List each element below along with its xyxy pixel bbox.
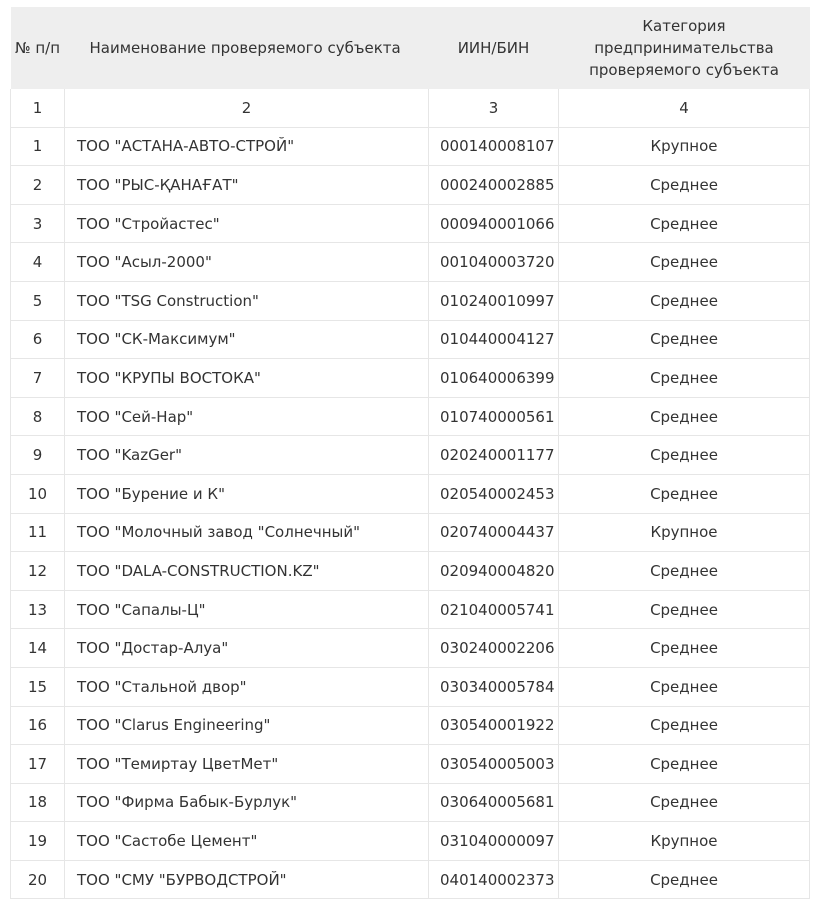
subject-name-cell: ТОО "KazGer" — [65, 436, 429, 475]
category-cell: Крупное — [559, 127, 810, 166]
header-name: Наименование проверяемого субъекта — [65, 7, 429, 89]
row-number-cell: 7 — [11, 359, 65, 398]
iin-bin-cell: 010240010997 — [429, 281, 559, 320]
index-cell: 4 — [559, 89, 810, 127]
iin-bin-cell: 000140008107 — [429, 127, 559, 166]
iin-bin-cell: 010740000561 — [429, 397, 559, 436]
row-number-cell: 17 — [11, 745, 65, 784]
category-cell: Среднее — [559, 667, 810, 706]
row-number-cell: 18 — [11, 783, 65, 822]
row-number-cell: 12 — [11, 552, 65, 591]
iin-bin-cell: 020940004820 — [429, 552, 559, 591]
iin-bin-cell: 000240002885 — [429, 166, 559, 205]
header-num: № п/п — [11, 7, 65, 89]
subject-name-cell: ТОО "Clarus Engineering" — [65, 706, 429, 745]
table-row — [11, 745, 810, 784]
table-row — [11, 590, 810, 629]
category-cell: Крупное — [559, 822, 810, 861]
table-row — [11, 320, 810, 359]
subject-name-cell: ТОО "Састобе Цемент" — [65, 822, 429, 861]
subject-name-cell: ТОО "Асыл-2000" — [65, 243, 429, 282]
header-row — [11, 7, 810, 89]
iin-bin-cell: 001040003720 — [429, 243, 559, 282]
table-container — [10, 7, 809, 899]
table-row — [11, 127, 810, 166]
row-number-cell: 19 — [11, 822, 65, 861]
table-row — [11, 359, 810, 398]
row-number-cell: 16 — [11, 706, 65, 745]
iin-bin-cell: 030540001922 — [429, 706, 559, 745]
row-number-cell: 14 — [11, 629, 65, 668]
table-row — [11, 629, 810, 668]
table-row — [11, 822, 810, 861]
table-row — [11, 513, 810, 552]
index-cell: 2 — [65, 89, 429, 127]
table-row — [11, 474, 810, 513]
row-number-cell: 5 — [11, 281, 65, 320]
iin-bin-cell: 030640005681 — [429, 783, 559, 822]
table-row — [11, 397, 810, 436]
subject-name-cell: ТОО "Молочный завод "Солнечный" — [65, 513, 429, 552]
table-row — [11, 204, 810, 243]
row-number-cell: 8 — [11, 397, 65, 436]
iin-bin-cell: 031040000097 — [429, 822, 559, 861]
table-row — [11, 783, 810, 822]
iin-bin-cell: 020240001177 — [429, 436, 559, 475]
subject-name-cell: ТОО "Сапалы-Ц" — [65, 590, 429, 629]
subject-name-cell: ТОО "DALA-CONSTRUCTION.KZ" — [65, 552, 429, 591]
table-row — [11, 243, 810, 282]
row-number-cell: 9 — [11, 436, 65, 475]
iin-bin-cell: 030240002206 — [429, 629, 559, 668]
subject-name-cell: ТОО "АСТАНА-АВТО-СТРОЙ" — [65, 127, 429, 166]
category-cell: Среднее — [559, 590, 810, 629]
subject-name-cell: ТОО "Темиртау ЦветМет" — [65, 745, 429, 784]
category-cell: Крупное — [559, 513, 810, 552]
row-number-cell: 6 — [11, 320, 65, 359]
category-cell: Среднее — [559, 359, 810, 398]
inspection-subjects-table — [10, 7, 810, 899]
iin-bin-cell: 030540005003 — [429, 745, 559, 784]
category-cell: Среднее — [559, 629, 810, 668]
category-cell: Среднее — [559, 166, 810, 205]
category-cell: Среднее — [559, 783, 810, 822]
index-cell: 1 — [11, 89, 65, 127]
iin-bin-cell: 020540002453 — [429, 474, 559, 513]
subject-name-cell: ТОО "РЫС-ҚАНАҒАТ" — [65, 166, 429, 205]
category-cell: Среднее — [559, 552, 810, 591]
header-iin: ИИН/БИН — [429, 7, 559, 89]
category-cell: Среднее — [559, 204, 810, 243]
index-cell: 3 — [429, 89, 559, 127]
iin-bin-cell: 030340005784 — [429, 667, 559, 706]
iin-bin-cell: 010440004127 — [429, 320, 559, 359]
row-number-cell: 20 — [11, 860, 65, 899]
subject-name-cell: ТОО "Бурение и К" — [65, 474, 429, 513]
row-number-cell: 1 — [11, 127, 65, 166]
category-cell: Среднее — [559, 281, 810, 320]
table-row — [11, 706, 810, 745]
iin-bin-cell: 040140002373 — [429, 860, 559, 899]
table-row — [11, 281, 810, 320]
row-number-cell: 10 — [11, 474, 65, 513]
subject-name-cell: ТОО "Стальной двор" — [65, 667, 429, 706]
subject-name-cell: ТОО "Достар-Алуа" — [65, 629, 429, 668]
row-number-cell: 3 — [11, 204, 65, 243]
table-row — [11, 552, 810, 591]
subject-name-cell: ТОО "СК-Максимум" — [65, 320, 429, 359]
subject-name-cell: ТОО "Фирма Бабык-Бурлук" — [65, 783, 429, 822]
table-row — [11, 436, 810, 475]
column-index-row — [11, 89, 810, 127]
category-cell: Среднее — [559, 745, 810, 784]
subject-name-cell: ТОО "TSG Construction" — [65, 281, 429, 320]
row-number-cell: 13 — [11, 590, 65, 629]
category-cell: Среднее — [559, 436, 810, 475]
subject-name-cell: ТОО "Сей-Нар" — [65, 397, 429, 436]
category-cell: Среднее — [559, 706, 810, 745]
row-number-cell: 15 — [11, 667, 65, 706]
iin-bin-cell: 010640006399 — [429, 359, 559, 398]
category-cell: Среднее — [559, 474, 810, 513]
table-row — [11, 166, 810, 205]
row-number-cell: 4 — [11, 243, 65, 282]
category-cell: Среднее — [559, 320, 810, 359]
subject-name-cell: ТОО "СМУ "БУРВОДСТРОЙ" — [65, 860, 429, 899]
subject-name-cell: ТОО "КРУПЫ ВОСТОКА" — [65, 359, 429, 398]
row-number-cell: 11 — [11, 513, 65, 552]
iin-bin-cell: 020740004437 — [429, 513, 559, 552]
iin-bin-cell: 021040005741 — [429, 590, 559, 629]
table-row — [11, 860, 810, 899]
category-cell: Среднее — [559, 243, 810, 282]
iin-bin-cell: 000940001066 — [429, 204, 559, 243]
table-row — [11, 667, 810, 706]
row-number-cell: 2 — [11, 166, 65, 205]
category-cell: Среднее — [559, 860, 810, 899]
subject-name-cell: ТОО "Стройастес" — [65, 204, 429, 243]
header-category: Категория предпринимательства проверяемого субъекта — [559, 7, 810, 89]
category-cell: Среднее — [559, 397, 810, 436]
